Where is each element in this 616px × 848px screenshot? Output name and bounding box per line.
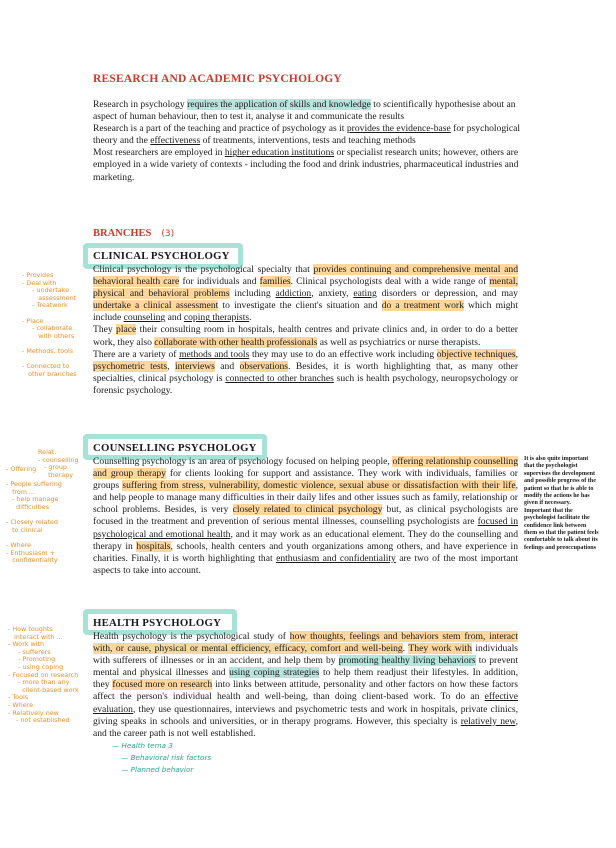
intro-paragraph: Research in psychology requires the application of skills and knowledge to scientifically hypothesise about an aspect of human behaviour, then to test it, analyse it and communicate the results (93, 99, 516, 123)
highlighted-phrase: closely related to clinical psychology (232, 504, 383, 516)
highlighted-phrase: focused more on research (112, 679, 213, 691)
highlighted-phrase: undertake a clinical assessment (93, 300, 219, 312)
clinical-paragraph: They place their consulting room in hospitals, health centres and private clinics and, in order to do a better work, they also collaborate with other health professionals as well as psychiatrics or nurse therapists. (93, 324, 518, 348)
highlighted-phrase: interviews (174, 360, 215, 372)
health-paragraph: Health psychology is the psychological study of how thoughts, feelings and behaviors stem from, interact with, or cause, physical or mental efficiency, efficacy, comfort and well-being. They work with individuals with sufferers of illnesses or in an accident, and help them by promoting healthy living behaviors to prevent mental and physical illnesses and using coping strategies to help them readjust their lifestyles. In addition, they focused more on research into links between attitude, personality and other factors on how these factors affect the person's individual health and well-being, than doing client-based work. To do an effective evaluation, they use questionnaires, interviews and psychometric tests and work in hospitals, private clinics, giving speaks in schools and universities, or in therapy programs. However, this specialty is relatively new, and the career path is not well established. (93, 631, 518, 739)
underlined-phrase: addiction (275, 288, 312, 300)
highlighted-phrase: hospitals (136, 540, 171, 552)
underlined-phrase: effective evaluation (93, 691, 518, 715)
side-note-paragraph: It is also quite important that the psychologist supervises the development and possible progress of the patient so that he is able to modify the actions he has given if necessary. (524, 456, 596, 507)
intro-section (93, 99, 523, 184)
intro-paragraph: Most researchers are employed in higher education institutions or specialist research units; however, others are employed in a wide variety of contexts - including the food and drink industries, pharmaceutical industries and marketing. (93, 147, 519, 183)
counselling-paragraph: Counselling psychology is an area of psychology focused on helping people, offering relationship counselling and group therapy for clients looking for support and assistance. They work with individuals, families or groups suffering from stress, vulnerability, domestic violence, sexual abuse or dissatisfaction with their life, and help people to manage many difficulties in their daily lifes and other issues such as family, relationship or school problems. Besides, is very closely related to clinical psychology but, as clinical psychologists are focused in the treatment and prevention of serious mental illnesses, counselling psychologists are focused in psychological and emotional health, and it may work as an educational element. They do the counselling and therapy in hospitals, schools, health centers and youth organizations among others, and have experience in charities. Finally, it is worth highlighting that enthusiasm and confidentiality are two of the most important aspects to take into account. (93, 456, 519, 576)
counselling-title: COUNSELLING PSYCHOLOGY (93, 442, 257, 454)
clinical-body (93, 264, 518, 397)
highlighted-phrase: psychometric tests (93, 360, 168, 372)
handwritten-notes-counselling: - Offering - People suffering from ... - help manage difficulties - Closely related to clinical - Where - Enthusiasm + confidentiality (6, 465, 62, 565)
highlighted-phrase: observations (239, 360, 289, 372)
document-title: RESEARCH AND ACADEMIC PSYCHOLOGY (93, 73, 342, 85)
counselling-body (93, 456, 518, 577)
highlighted-phrase: families (259, 276, 291, 288)
highlighted-phrase: provides continuing and comprehensive mental and behavioral health care (93, 264, 518, 288)
underlined-phrase: methods and tools (179, 348, 250, 360)
underlined-phrase: higher education institutions (224, 147, 335, 159)
highlighted-phrase: objective techniques (436, 348, 516, 360)
underlined-phrase: provides the evidence-base (346, 123, 451, 135)
highlighted-phrase: do a treatment work (381, 300, 464, 312)
side-note (524, 456, 599, 552)
clinical-paragraph: There are a variety of methods and tools they may use to do an effective work including objective techniques, psychometric tests, interviews and observations. Besides, it is worth highlighting that, as many other specialties, clinical psychology is connected to other branches such is health psychology, neuropsychology or forensic psychology. (93, 348, 519, 396)
highlighted-phrase: promoting healthy living behaviors (338, 655, 476, 667)
side-note-paragraph: Important that the psychologist facilitate the confidence link between them so that the patient feels comfortable to talk about its feelings and preoccupations (524, 507, 599, 551)
highlighted-phrase: offering relationship counselling and group therapy (93, 456, 518, 480)
highlighted-phrase: They work with (408, 643, 472, 655)
health-title: HEALTH PSYCHOLOGY (93, 617, 222, 629)
branches-heading (93, 228, 174, 239)
underlined-phrase: counseling (123, 312, 166, 324)
clinical-paragraph: Clinical psychology is the psychological specialty that provides continuing and comprehensive mental and behavioral health care for individuals and families. Clinical psychologists deal with a wide range of mental, physical and behavioral problems including addiction, anxiety, eating disorders or depression, and may undertake a clinical assessment to investigate the client's situation and do a treatment work which might include counseling and coping therapists. (93, 264, 518, 324)
branches-label: BRANCHES (93, 228, 152, 239)
underlined-phrase: effectiveness (150, 135, 201, 147)
handwritten-notes-clinical: - Provides - Deal with - undertake assessment - Treatwork - Place - collaborate with others - Methods, tools - Connected to other branches (22, 271, 77, 378)
highlighted-phrase: using coping strategies (229, 667, 320, 679)
underlined-phrase: focused in psychological and emotional health (93, 516, 518, 540)
underlined-phrase: enthusiasm and confidentiality (276, 552, 396, 564)
handwritten-notes-health: - How toughts interact with ... - Work with - sufferers - Promoting - using coping - Focused on research - more than any client-based work - Tools - Where - Relatively new - not established (8, 625, 79, 725)
clinical-title: CLINICAL PSYCHOLOGY (93, 250, 230, 262)
handwritten-notes-counselling-top: Relat. - counselling - group therapy (38, 448, 79, 479)
branches-count: (3) (161, 229, 175, 239)
highlighted-phrase: mental, physical and behavioral problems (93, 276, 518, 300)
highlighted-phrase: place (116, 324, 137, 336)
highlighted-phrase: requires the application of skills and knowledge (187, 99, 371, 110)
health-body (93, 631, 518, 740)
underlined-phrase: relatively new (460, 715, 516, 727)
highlighted-phrase: suffering from stress, vulnerability, domestic violence, sexual abuse or dissatisfaction with their life (122, 480, 516, 492)
underlined-phrase: eating (353, 288, 377, 300)
highlighted-phrase: collaborate with other health professionals (154, 336, 318, 348)
underlined-phrase: connected to other branches (225, 372, 334, 384)
underlined-phrase: coping therapists (183, 312, 250, 324)
handwritten-notes-green: — Health tema 3 — Behavioral risk factors — Planned behavior (112, 741, 212, 774)
highlighted-phrase: how thoughts, feelings and behaviors stem from, interact with, or cause, physical or mental efficiency, efficacy, comfort and well-being (93, 631, 518, 655)
intro-paragraph: Research is a part of the teaching and practice of psychology as it provides the evidence-base for psychological theory and the effectiveness of treatments, interventions, tests and teaching methods (93, 123, 521, 147)
